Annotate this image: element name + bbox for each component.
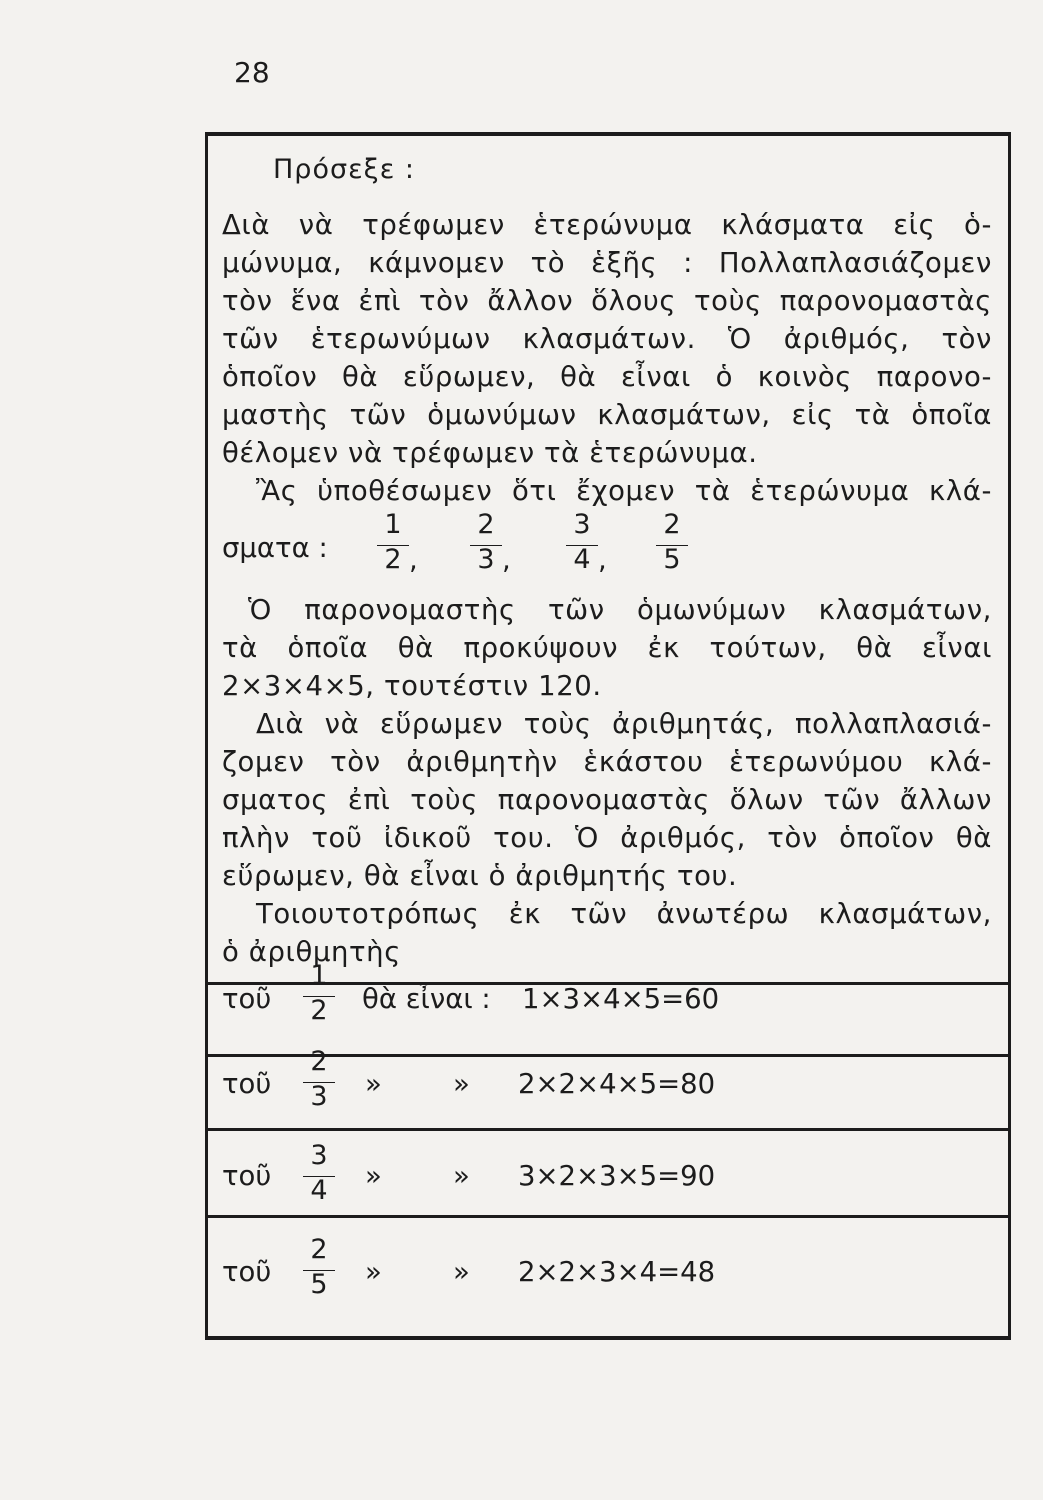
fraction-bar [656,545,688,546]
fraction-numerator: 3 [310,1140,328,1171]
row-expression: 1×3×4×5=60 [522,983,720,1015]
ditto-mark: » [365,1068,382,1100]
fraction-denominator: 4 [573,544,591,575]
row-expression: 2×2×4×5=80 [518,1068,716,1100]
ditto-mark: » [365,1256,382,1288]
fraction [299,960,339,1026]
fraction-bar [377,545,409,546]
note-heading: Πρόσεξε : [273,154,415,185]
fraction-bar [303,1082,335,1083]
fraction-denominator: 3 [477,544,495,575]
fraction [299,1140,339,1206]
fraction-numerator: 2 [310,1046,328,1077]
paragraph-line: τὸν ἕνα ἐπὶ τὸν ἄλλον ὅλους τοὺς παρονομαστὰς [222,285,992,317]
paragraph-line: Τοιουτοτρόπως ἐκ τῶν ἀνωτέρω κλασμάτων, [256,898,992,930]
fraction-bar [303,996,335,997]
row-label: τοῦ [222,983,272,1015]
paragraph-line: Διὰ νὰ τρέφωμεν ἑτερώνυμα κλάσματα εἰς ὁ- [222,209,992,241]
paragraph-line: θέλομεν νὰ τρέφωμεν τὰ ἑτερώνυμα. [222,437,758,469]
row-expression: 2×2×3×4=48 [518,1256,716,1288]
paragraph-line: 2×3×4×5, τουτέστιν 120. [222,670,602,702]
ditto-mark: » [365,1160,382,1192]
fraction-numerator: 3 [573,509,591,540]
paragraph-line: τῶν ἑτερωνύμων κλασμάτων. Ὁ ἀριθμός, τὸν [222,323,992,355]
fraction-bar [303,1270,335,1271]
fraction-denominator: 4 [310,1175,328,1206]
row-label: τοῦ [222,1160,272,1192]
table-divider [205,1128,1008,1131]
ditto-mark: » [453,1160,470,1192]
ditto-mark: » [453,1256,470,1288]
ditto-mark: » [453,1068,470,1100]
fraction-denominator: 5 [663,544,681,575]
row-label: τοῦ [222,1256,272,1288]
fraction [562,509,602,575]
fraction-numerator: 1 [384,509,402,540]
fraction-denominator: 2 [310,995,328,1026]
fraction [299,1046,339,1112]
paragraph-line: μαστὴς τῶν ὁμωνύμων κλασμάτων, εἰς τὰ ὁποῖα [222,399,992,431]
paragraph-line: σματος ἐπὶ τοὺς παρονομαστὰς ὅλων τῶν ἄλλων [222,784,992,816]
paragraph-line: Διὰ νὰ εὕρωμεν τοὺς ἀριθμητάς, πολλαπλασιά- [256,708,992,740]
row-expression: 3×2×3×5=90 [518,1160,716,1192]
fraction-numerator: 2 [663,509,681,540]
fraction-denominator: 2 [384,544,402,575]
paragraph-line: Ὁ παρονομαστὴς τῶν ὁμωνύμων κλασμάτων, [248,594,992,626]
fraction-numerator: 2 [310,1234,328,1265]
paragraph-line: πλὴν τοῦ ἰδικοῦ του. Ὁ ἀριθμός, τὸν ὁποῖον θὰ [222,822,992,854]
paragraph-line: εὕρωμεν, θὰ εἶναι ὁ ἀριθμητής του. [222,860,738,892]
fractions-prefix: σματα : [222,532,328,564]
fraction-numerator: 1 [310,960,328,991]
row-label: τοῦ [222,1068,272,1100]
page-number: 28 [234,56,270,89]
fraction-bar [566,545,598,546]
fraction-numerator: 2 [477,509,495,540]
row-connector: θὰ εἶναι : [362,983,491,1015]
fraction [299,1234,339,1300]
fraction [466,509,506,575]
fraction-denominator: 5 [310,1269,328,1300]
paragraph-line: ὁ ἀριθμητὴς [222,936,401,968]
paragraph-line: Ἂς ὑποθέσωμεν ὅτι ἔχομεν τὰ ἑτερώνυμα κλά- [256,475,992,507]
fraction-bar [303,1176,335,1177]
fraction [373,509,413,575]
paragraph-line: ὁποῖον θὰ εὕρωμεν, θὰ εἶναι ὁ κοινὸς παρονο- [222,361,992,393]
fraction-bar [470,545,502,546]
fraction [652,509,692,575]
fraction-denominator: 3 [310,1081,328,1112]
fraction-separator: , [409,544,418,576]
paragraph-line: τὰ ὁποῖα θὰ προκύψουν ἐκ τούτων, θὰ εἶναι [222,632,992,664]
fraction-separator: , [502,544,511,576]
table-divider [205,1215,1008,1218]
paragraph-line: ζομεν τὸν ἀριθμητὴν ἑκάστου ἑτερωνύμου κλά- [222,746,992,778]
fraction-separator: , [598,544,607,576]
paragraph-line: μώνυμα, κάμνομεν τὸ ἑξῆς : Πολλαπλασιάζομεν [222,247,992,279]
